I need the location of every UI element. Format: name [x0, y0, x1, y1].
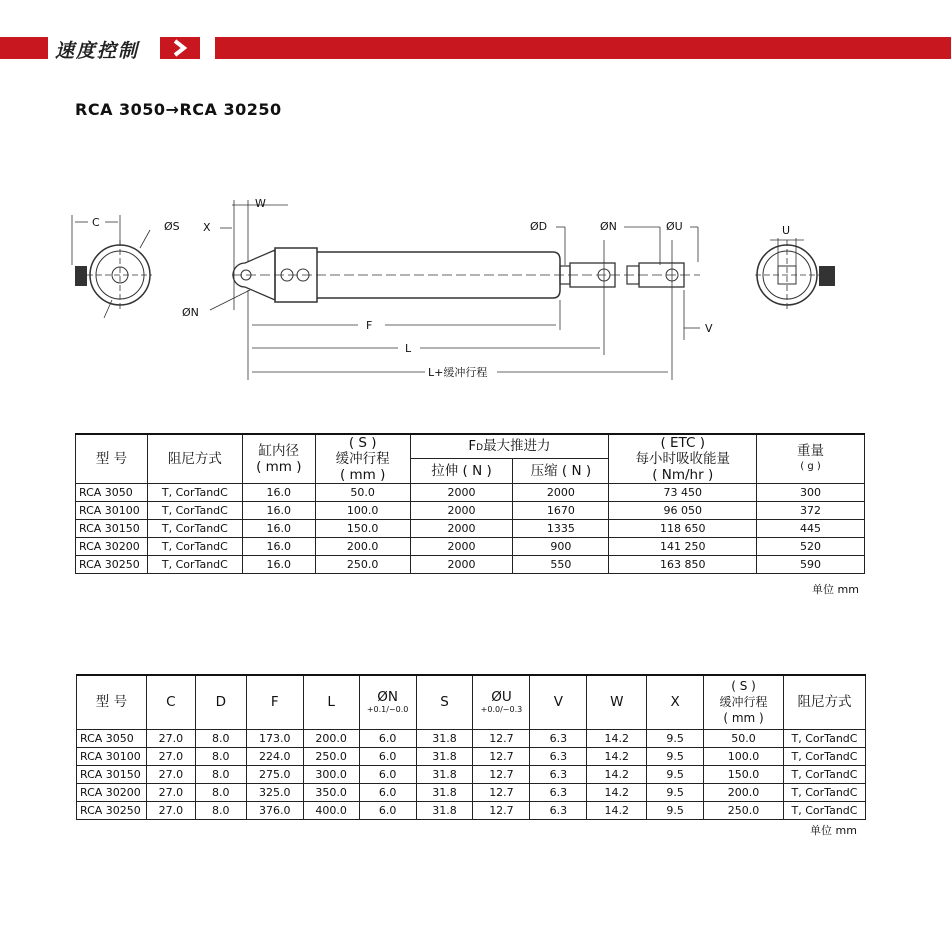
th2-damping: 阻尼方式 — [783, 675, 865, 729]
label-l: L — [405, 342, 412, 355]
th2-f: F — [246, 675, 303, 729]
th2-x: X — [647, 675, 704, 729]
th2-c: C — [146, 675, 195, 729]
dimensions-table — [76, 674, 866, 820]
label-v: V — [705, 322, 713, 335]
dimension-lines — [210, 200, 700, 380]
th-bore: 缸内径 ( mm ) — [242, 434, 315, 484]
right-end-view — [755, 238, 835, 310]
label-w: W — [255, 197, 266, 210]
performance-table — [75, 433, 865, 574]
label-f: F — [366, 319, 373, 332]
th-model: 型 号 — [76, 434, 148, 484]
th2-u: ØU +0.0/−0.3 — [473, 675, 530, 729]
table1-unit-note: 单位 mm — [812, 583, 859, 596]
table-row: RCA 30150 27.0 8.0 275.0 300.0 6.0 31.8 12.7 6.3 14.2 9.5 150.0 T, CorTandC — [77, 765, 866, 783]
table-row: RCA 30100 27.0 8.0 224.0 250.0 6.0 31.8 12.7 6.3 14.2 9.5 100.0 T, CorTandC — [77, 747, 866, 765]
th-damping: 阻尼方式 — [147, 434, 242, 484]
th2-w: W — [587, 675, 647, 729]
label-s: ØS — [164, 220, 180, 233]
th2-s: S — [416, 675, 473, 729]
label-c: C — [92, 216, 100, 229]
header-arrow-block — [160, 37, 200, 59]
left-nut-icon — [75, 266, 87, 286]
label-u: U — [782, 224, 791, 237]
th2-model: 型 号 — [77, 675, 147, 729]
table-row: RCA 30200 T, CorTandC 16.0 200.0 2000 900 141 250 520 — [76, 538, 865, 556]
table-row: RCA 30100 T, CorTandC 16.0 100.0 2000 1670 96 050 372 — [76, 502, 865, 520]
label-d: ØD — [530, 220, 548, 233]
right-nut-icon — [819, 266, 835, 286]
model-range-title: RCA 3050→RCA 30250 — [75, 100, 282, 119]
table-row: RCA 3050 27.0 8.0 173.0 200.0 6.0 31.8 12.7 6.3 14.2 9.5 50.0 T, CorTandC — [77, 729, 866, 747]
label-x: X — [203, 221, 211, 234]
chevron-right-icon — [160, 37, 200, 59]
th-force: FD最大推进力 — [410, 434, 609, 459]
th2-n: ØN +0.1/−0.0 — [359, 675, 416, 729]
table-row: RCA 30150 T, CorTandC 16.0 150.0 2000 1335 118 650 445 — [76, 520, 865, 538]
th2-stroke: ( S ) 缓冲行程 ( mm ) — [704, 675, 784, 729]
th-energy: ( ETC ) 每小时吸收能量 ( Nm/hr ) — [609, 434, 757, 484]
label-l-stroke: L+缓冲行程 — [428, 366, 488, 379]
th-tension: 拉伸 ( N ) — [410, 459, 513, 484]
label-n-left: ØN — [182, 306, 199, 319]
left-end-view — [72, 215, 152, 318]
table2-unit-note: 单位 mm — [810, 824, 857, 837]
th-compression: 压缩 ( N ) — [513, 459, 609, 484]
th2-v: V — [530, 675, 587, 729]
th-weight: 重量 ( g ) — [757, 434, 865, 484]
table-row: RCA 30250 27.0 8.0 376.0 400.0 6.0 31.8 12.7 6.3 14.2 9.5 250.0 T, CorTandC — [77, 801, 866, 819]
label-n-right: ØN — [600, 220, 617, 233]
th2-l: L — [303, 675, 359, 729]
header-bar — [215, 37, 951, 59]
shock-absorber-drawing — [0, 180, 951, 390]
th-stroke: ( S ) 缓冲行程 ( mm ) — [315, 434, 410, 484]
label-u-dia: ØU — [666, 220, 683, 233]
cylinder-body — [232, 248, 700, 302]
th2-d: D — [195, 675, 246, 729]
section-title: 速度控制 — [55, 40, 140, 62]
table-row: RCA 30200 27.0 8.0 325.0 350.0 6.0 31.8 12.7 6.3 14.2 9.5 200.0 T, CorTandC — [77, 783, 866, 801]
table-row: RCA 30250 T, CorTandC 16.0 250.0 2000 550 163 850 590 — [76, 556, 865, 574]
header-accent-block — [0, 37, 48, 59]
table-row: RCA 3050 T, CorTandC 16.0 50.0 2000 2000 73 450 300 — [76, 484, 865, 502]
